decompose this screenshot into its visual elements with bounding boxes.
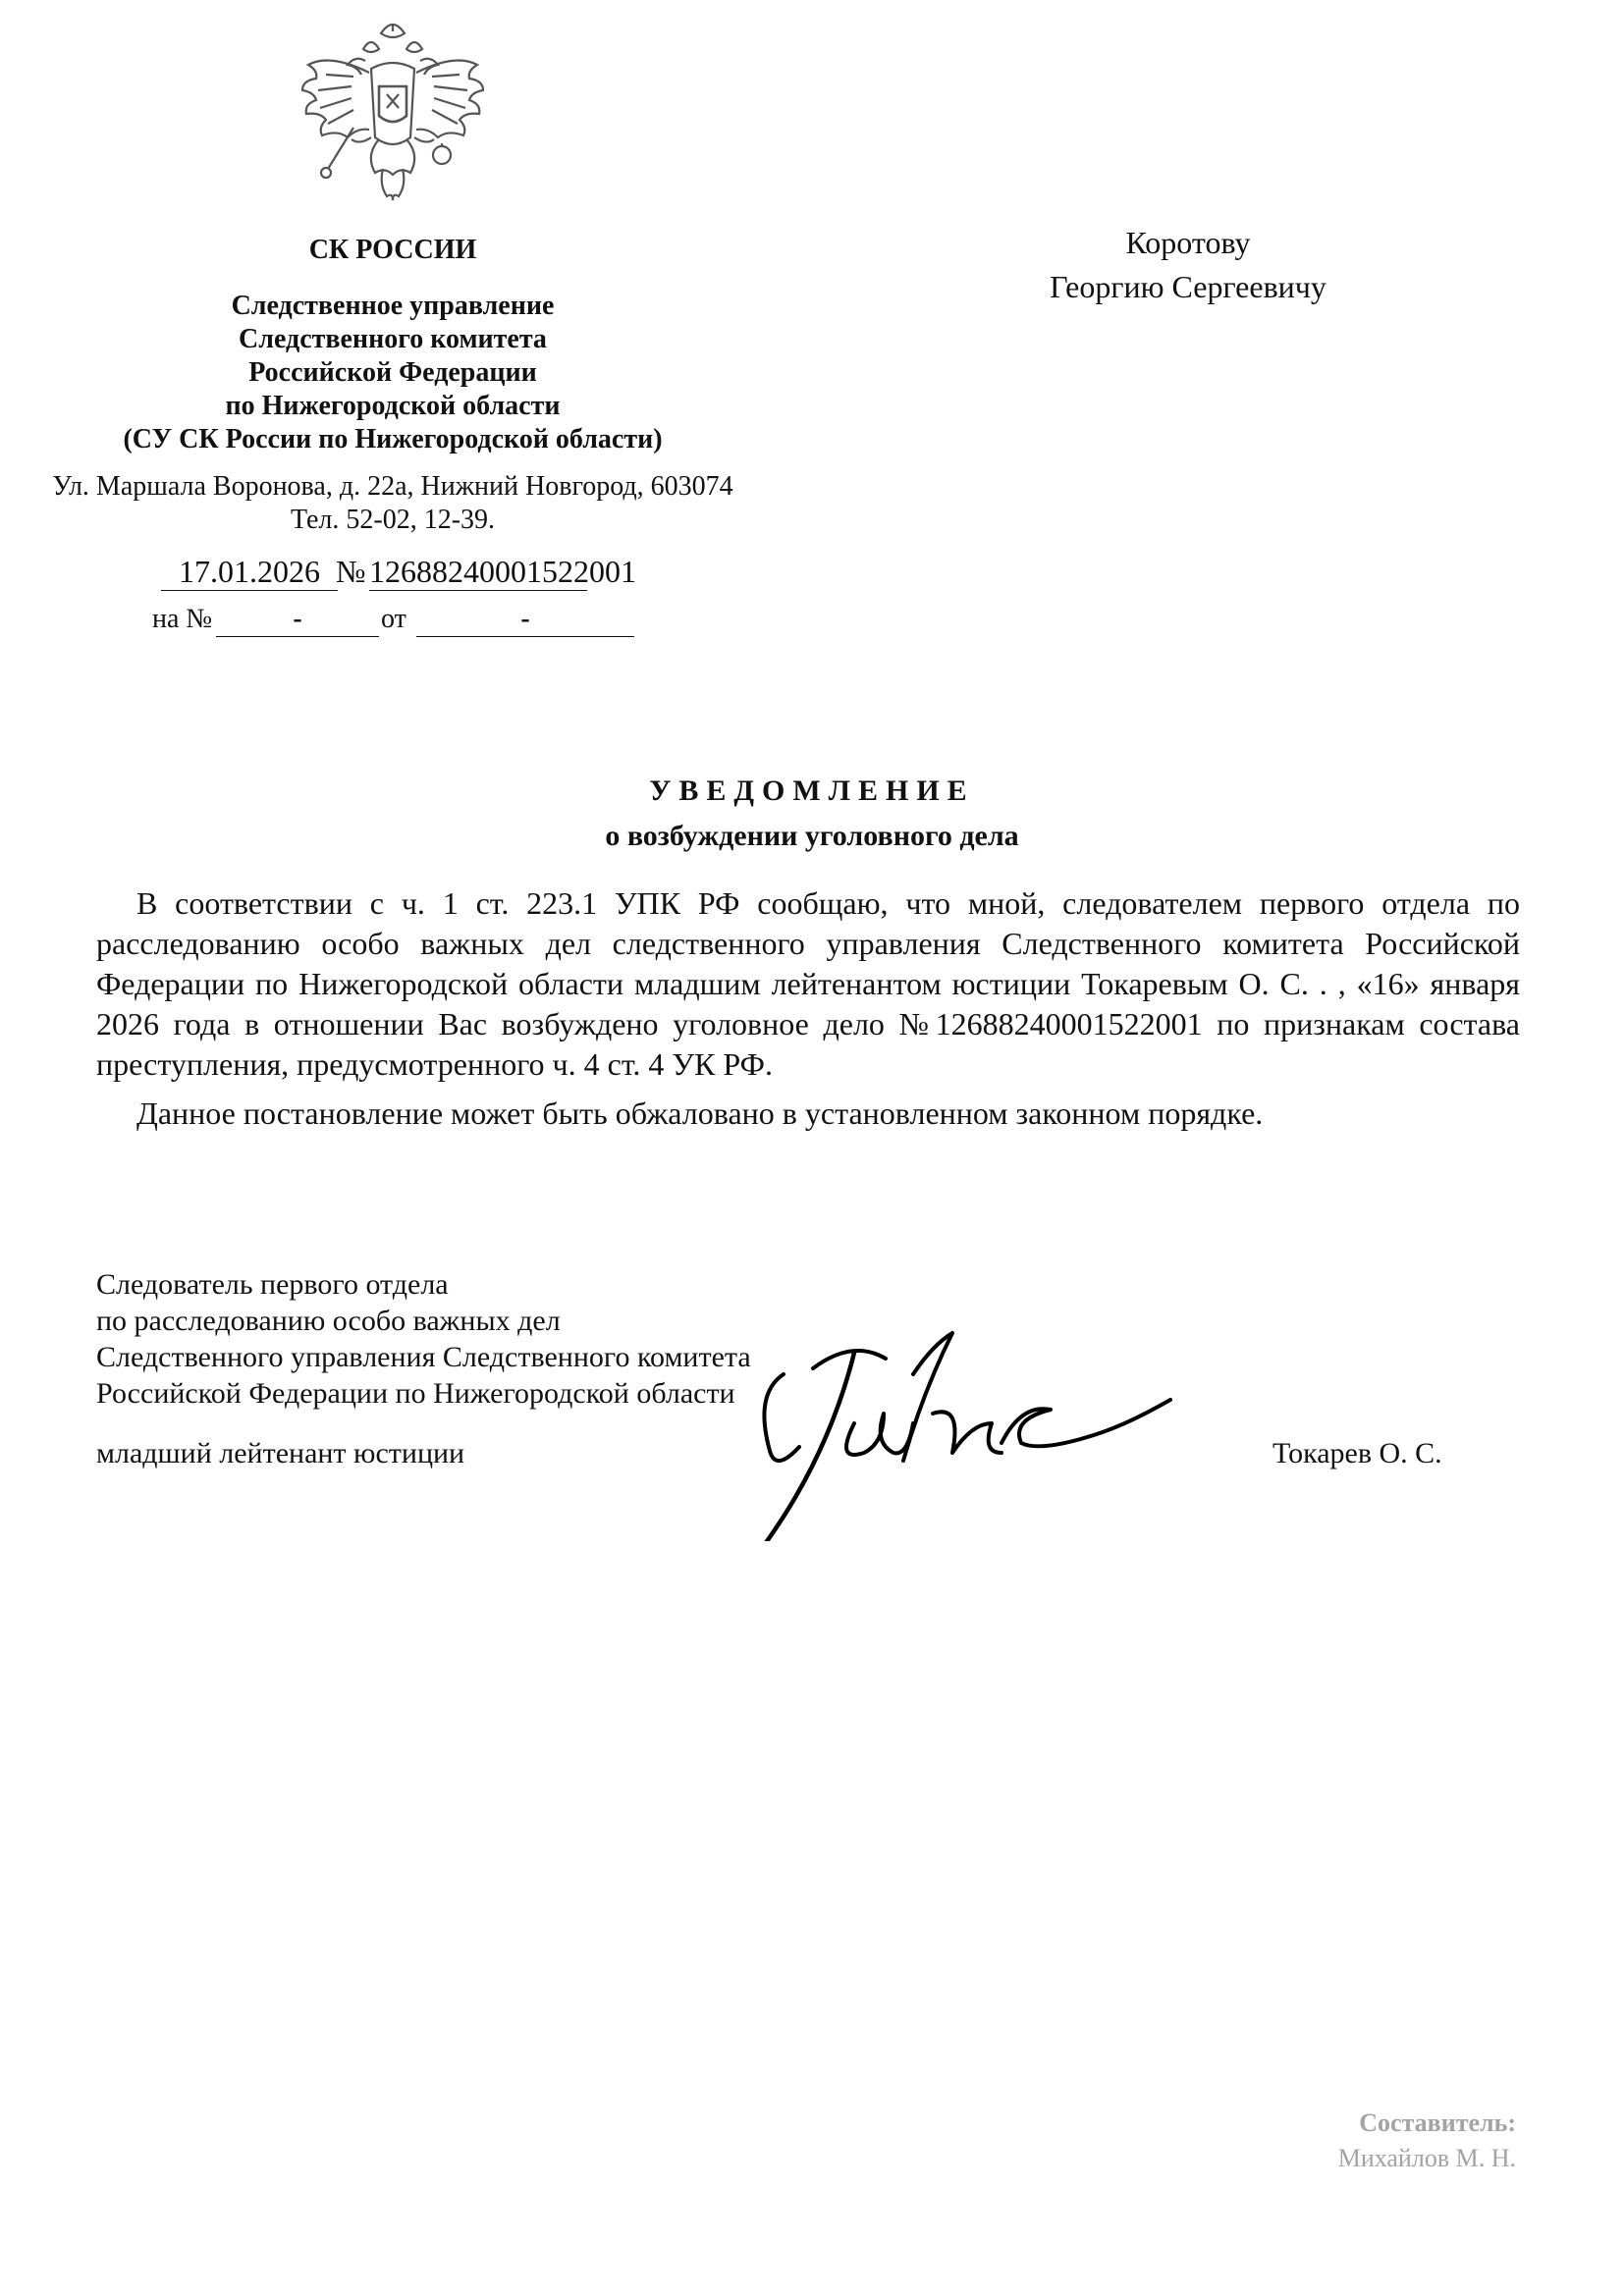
registration-date: 17.01.2026 (161, 553, 338, 591)
signatory-name: Токарев О. С. (1272, 1437, 1442, 1469)
compiler-label: Составитель: (1359, 2109, 1516, 2137)
organization-address: Ул. Маршала Воронова, д. 22а, Нижний Новгород, 603074 (52, 471, 733, 502)
handwritten-signature (707, 1276, 1178, 1541)
signatory-rank: младший лейтенант юстиции (96, 1437, 465, 1469)
reference-row (147, 603, 638, 638)
reference-date: - (416, 603, 634, 637)
reference-from-label: от (381, 604, 406, 634)
reference-number-label: на № (152, 604, 213, 634)
organization-phone: Тел. 52-02, 12-39. (290, 505, 496, 535)
recipient-given-names: Георгию Сергеевичу (1050, 269, 1326, 304)
body-paragraph: Данное постановление может быть обжаловано в установленном законном порядке. (136, 1095, 1264, 1131)
organization-line: (СУ СК России по Нижегородской области) (123, 424, 663, 454)
coat-of-arms-icon (295, 22, 491, 223)
signatory-position-line: Российской Федерации по Нижегородской области (96, 1377, 735, 1410)
organization-line: Российской Федерации (248, 357, 537, 388)
registration-number-label: № (336, 554, 366, 589)
reference-number: - (216, 603, 379, 637)
registration-row (147, 553, 638, 592)
document-subtitle: о возбуждении уголовного дела (605, 820, 1019, 852)
registration-number: 12688240001522001 (369, 554, 636, 589)
organization-line: Следственного комитета (239, 324, 547, 354)
recipient-surname: Коротову (1125, 225, 1251, 260)
organization-short-name: СК РОССИИ (308, 235, 477, 265)
document-body (96, 883, 1520, 1143)
compiler-name: Михайлов М. Н. (1337, 2144, 1516, 2172)
document-title: УВЕДОМЛЕНИЕ (649, 774, 975, 807)
organization-line: Следственное управление (231, 291, 555, 321)
organization-line: по Нижегородской области (225, 391, 561, 421)
body-paragraph: В соответствии с ч. 1 ст. 223.1 УПК РФ сообщаю, что мной, следователем первого отдела по расследованию особо важных дел следственного управления Следственного комитета Российской Федерации по Нижегородской области младшим лейтенантом юстиции Токаревым О. С. . , «16» января 2026 года в отношении Вас возбуждено уголовное дело №12688240001522001 по признакам состава преступления, предусмотренного ч. 4 ст. 4 УК РФ. (96, 885, 1520, 1082)
signatory-position-line: Следователь первого отдела (96, 1268, 449, 1301)
signatory-position-line: по расследованию особо важных дел (96, 1305, 561, 1337)
signatory-position-line: Следственного управления Следственного комитета (96, 1341, 751, 1373)
organization-full-name (20, 290, 766, 456)
